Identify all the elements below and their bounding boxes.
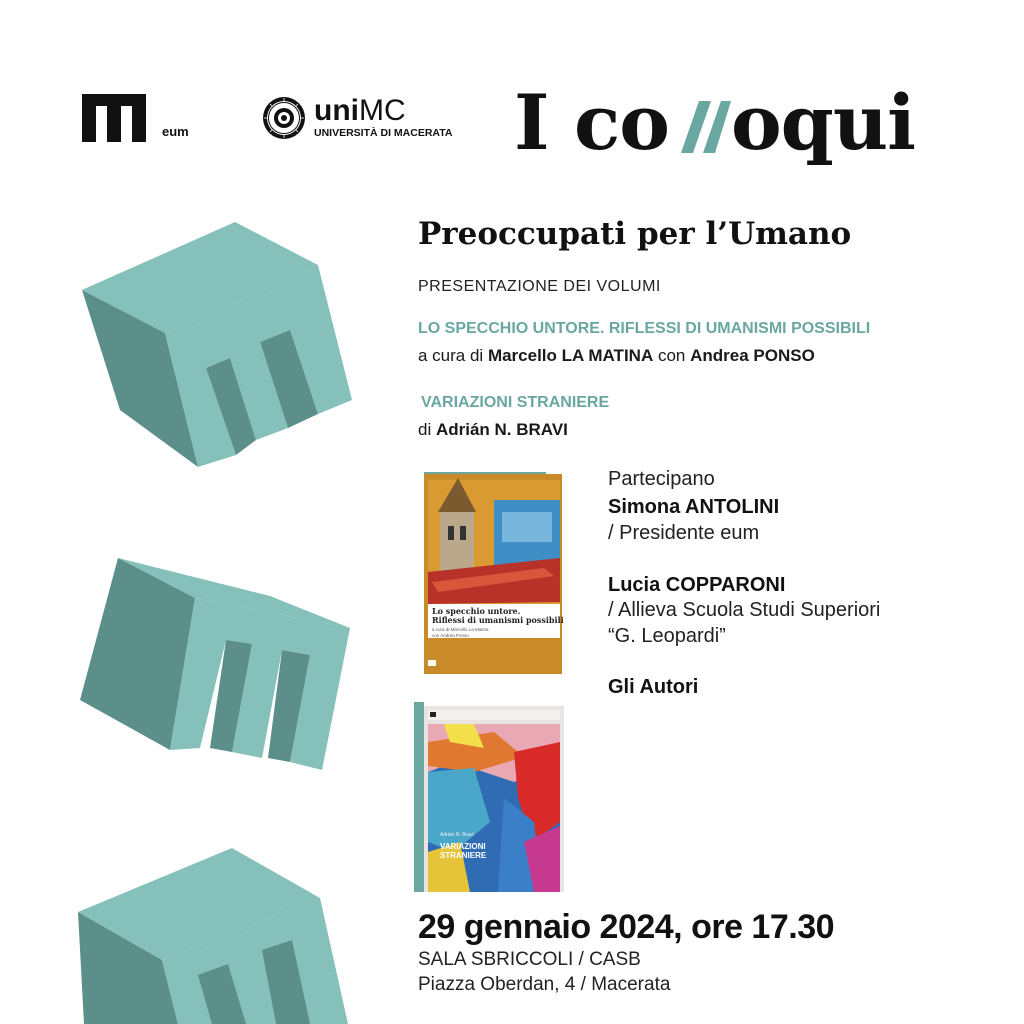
book2-cover xyxy=(414,702,564,892)
event-date: 29 gennaio 2024, ore 17.30 xyxy=(418,908,835,946)
participant1-role: / Presidente eum xyxy=(608,522,760,544)
series-title: I co oqui xyxy=(514,78,915,167)
book1-credits: a cura di Marcello LA MATINA con Andrea PONSO xyxy=(418,346,815,365)
participant1-name: Simona ANTOLINI xyxy=(608,496,780,518)
book2-title: VARIAZIONI STRANIERE xyxy=(421,394,610,411)
cover2-title-line1: VARIAZIONI xyxy=(440,842,486,851)
eum-logo-text: eum xyxy=(162,124,189,139)
book1-cover xyxy=(424,472,564,674)
participant3-name: Gli Autori xyxy=(608,676,699,698)
event-venue: SALA SBRICCOLI / CASB xyxy=(418,949,641,970)
eum-logo-mark xyxy=(82,94,146,142)
event-address: Piazza Oberdan, 4 / Macerata xyxy=(418,974,671,995)
participant2-name: Lucia COPPARONI xyxy=(608,574,786,596)
cube-m-3 xyxy=(78,848,348,1024)
decorative-cubes xyxy=(0,0,400,1024)
cover1-title-line2: Riflessi di umanismi possibili xyxy=(432,615,564,625)
cover1-subline2: con Andrea Ponso xyxy=(432,633,469,638)
double-l-slash-mark xyxy=(669,97,731,149)
cover2-author: Adrián N. Bravi xyxy=(440,832,474,838)
unimc-logo xyxy=(262,94,452,142)
cover2-title-line2: STRANIERE xyxy=(440,851,487,860)
participants-label: Partecipano xyxy=(608,468,715,490)
book1-title: LO SPECCHIO UNTORE. RIFLESSI DI UMANISMI POSSIBILI xyxy=(418,320,871,337)
unimc-subtitle: UNIVERSITÀ DI MACERATA xyxy=(314,127,453,139)
cube-m-2 xyxy=(80,558,350,770)
university-seal-icon xyxy=(262,96,306,140)
participant2-role-line2: “G. Leopardi” xyxy=(608,625,726,647)
event-title: Preoccupati per l’Umano xyxy=(418,216,852,252)
eum-logo xyxy=(82,94,192,144)
cube-m-1 xyxy=(82,222,352,467)
cover1-subline1: a cura di Marcello La Matina xyxy=(432,627,489,632)
presentation-label: PRESENTAZIONE DEI VOLUMI xyxy=(418,278,661,295)
unimc-wordmark: uniMC xyxy=(314,94,406,127)
participant2-role-line1: / Allieva Scuola Studi Superiori xyxy=(608,599,881,621)
cover1-title-line1: Lo specchio untore. xyxy=(432,606,521,616)
book2-credits: di Adrián N. BRAVI xyxy=(418,420,568,439)
